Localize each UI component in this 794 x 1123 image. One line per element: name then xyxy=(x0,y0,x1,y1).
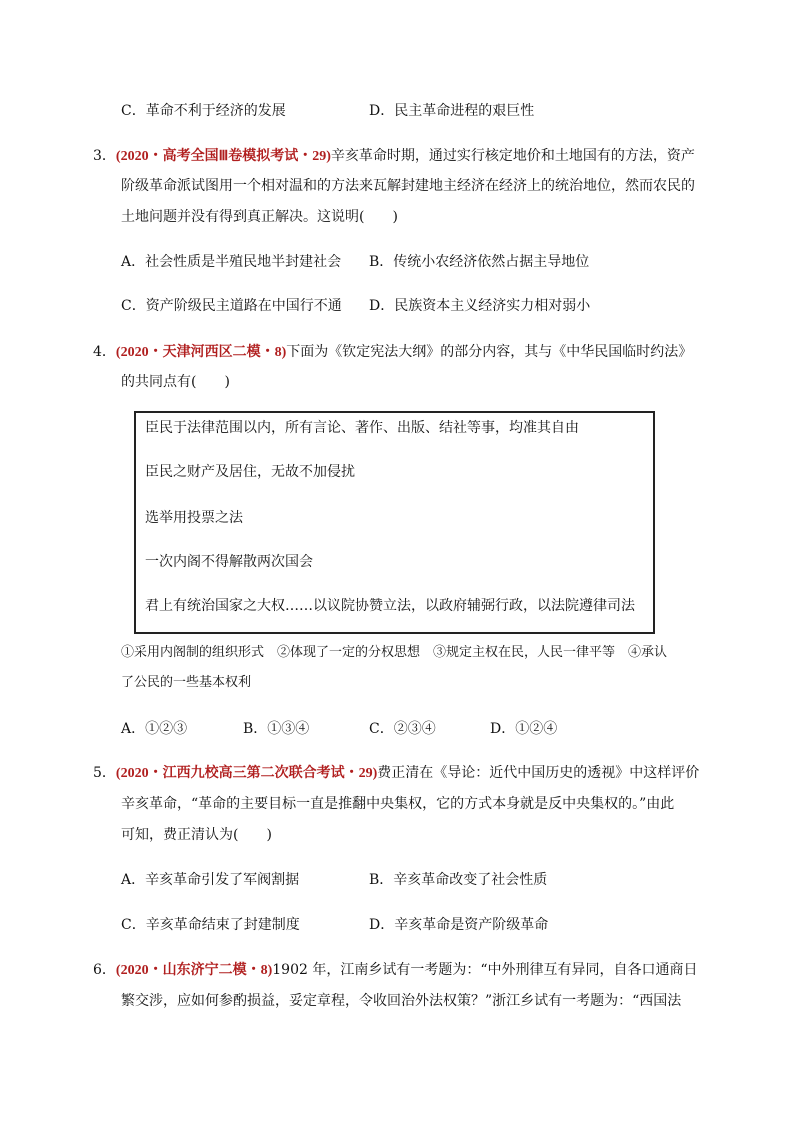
q4-option-d: D．①②④ xyxy=(490,721,558,737)
q4-statements-line1: ①采用内阁制的组织形式 ②体现了一定的分权思想 ③规定主权在民，人民一律平等 ④承认 xyxy=(121,645,668,660)
excerpt-line: 一次内阁不得解散两次国会 xyxy=(145,554,313,570)
q3-source: (2020・高考全国Ⅲ卷模拟考试・29) xyxy=(115,149,331,164)
q5-text1: 费正清在《导论：近代中国历史的透视》中这样评价 xyxy=(377,765,700,781)
q4-option-a: A．①②③ xyxy=(121,721,188,737)
q5-option-c: C．辛亥革命结束了封建制度 xyxy=(121,917,300,933)
excerpt-line: 臣民于法律范围以内，所有言论、著作、出版、结社等事，均准其自由 xyxy=(145,420,579,436)
q6-text1: 1902 年，江南乡试有一考题为：“中外刑律互有异同，自各口通商日 xyxy=(272,962,698,978)
q5-stem-line2: 辛亥革命，“革命的主要目标一直是推翻中央集权，它的方式本身就是反中央集权的。”由此 xyxy=(121,796,675,812)
q3-number: 3． xyxy=(93,148,116,164)
q5-option-d: D．辛亥革命是资产阶级革命 xyxy=(369,917,549,933)
q4-stem-line2: 的共同点有( ) xyxy=(121,374,230,390)
q3-option-d: D．民族资本主义经济实力相对弱小 xyxy=(369,298,591,314)
q6-source: (2020・山东济宁二模・8) xyxy=(115,963,273,978)
q6-stem-line1 xyxy=(93,960,698,981)
q6-number: 6． xyxy=(93,962,116,978)
q5-number: 5． xyxy=(93,765,116,781)
excerpt-line: 选举用投票之法 xyxy=(145,510,243,526)
q3-option-c: C．资产阶级民主道路在中国行不通 xyxy=(121,298,342,314)
q4-stem-line1 xyxy=(93,342,692,363)
q5-option-b: B．辛亥革命改变了社会性质 xyxy=(369,872,548,888)
q3-stem-line1 xyxy=(93,146,695,167)
q2-option-c: C．革命不利于经济的发展 xyxy=(121,103,286,119)
q3-stem-line3: 土地问题并没有得到真正解决。这说明( ) xyxy=(121,209,398,225)
q3-option-a: A．社会性质是半殖民地半封建社会 xyxy=(121,254,342,270)
q3-text1: 辛亥革命时期，通过实行核定地价和土地国有的方法，资产 xyxy=(330,148,695,164)
q3-stem-line2: 阶级革命派试图用一个相对温和的方法来瓦解封建地主经济在经济上的统治地位，然而农民的 xyxy=(121,178,695,194)
q4-text1: 下面为《钦定宪法大纲》的部分内容，其与《中华民国临时约法》 xyxy=(286,344,693,360)
q4-source: (2020・天津河西区二模・8) xyxy=(115,345,287,360)
excerpt-line: 君上有统治国家之大权……以议院协赞立法，以政府辅弼行政，以法院遵律司法 xyxy=(145,598,635,614)
q4-option-b: B．①③④ xyxy=(243,721,310,737)
q5-stem-line1 xyxy=(93,763,699,784)
q3-option-b: B．传统小农经济依然占据主导地位 xyxy=(369,254,590,270)
q5-source: (2020・江西九校高三第二次联合考试・29) xyxy=(115,766,378,781)
excerpt-line: 臣民之财产及居住，无故不加侵扰 xyxy=(145,464,355,480)
q2-option-d: D．民主革命进程的艰巨性 xyxy=(369,103,535,119)
q4-statements-line2: 了公民的一些基本权利 xyxy=(121,675,252,690)
q5-option-a: A．辛亥革命引发了军阀割据 xyxy=(121,872,300,888)
q6-stem-line2: 繁交涉，应如何参酌损益，妥定章程，令收回治外法权策？”浙江乡试有一考题为：“西国法 xyxy=(121,993,682,1009)
q5-stem-line3: 可知，费正清认为( ) xyxy=(121,827,272,843)
q4-option-c: C．②③④ xyxy=(369,721,436,737)
q4-number: 4． xyxy=(93,344,116,360)
